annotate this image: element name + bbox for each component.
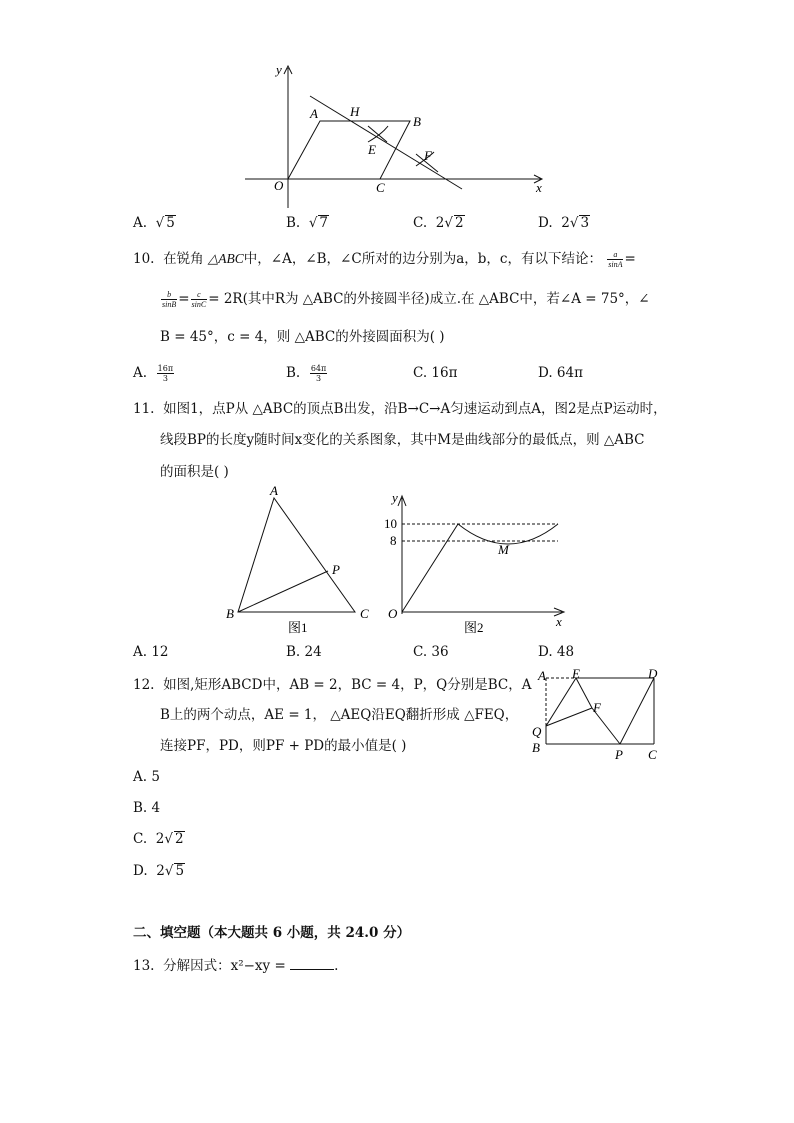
segment-pd bbox=[620, 678, 654, 744]
label-h: H bbox=[350, 104, 360, 119]
sqrt-sign: √ bbox=[155, 215, 165, 231]
sqrt-sign: √ bbox=[569, 215, 579, 231]
q11-option-b[interactable]: B. 24 bbox=[286, 644, 322, 660]
q11-figure2-chart bbox=[380, 488, 570, 636]
q13-line: 13. 分解因式：x²−xy = . bbox=[133, 955, 338, 975]
caption-fig2: 图2 bbox=[464, 620, 484, 635]
q9-option-c[interactable]: C. 2√ 2 bbox=[413, 215, 464, 231]
q10-option-c[interactable]: C. 16π bbox=[413, 365, 458, 381]
sqrt-sign: √ bbox=[308, 215, 318, 231]
label-c: C bbox=[648, 747, 657, 762]
label-b: B bbox=[532, 740, 540, 755]
q9-figure bbox=[240, 60, 560, 210]
segment-qe bbox=[546, 678, 576, 726]
segment-bp bbox=[238, 571, 328, 612]
label-a: A bbox=[310, 106, 318, 121]
question-number: 12. bbox=[133, 677, 155, 693]
q12-option-b[interactable]: B. 4 bbox=[133, 800, 161, 816]
question-number: 10. bbox=[133, 251, 155, 267]
sqrt-sign: √ bbox=[164, 831, 173, 847]
fraction-c-sinc: $\frac{c}{\sin C}$ bbox=[191, 290, 207, 309]
label-y: y bbox=[392, 490, 398, 505]
q12-line1: 12. 如图,矩形ABCD中，AB = 2，BC = 4，P，Q分别是BC，A bbox=[133, 677, 532, 693]
label-y: y bbox=[276, 62, 282, 77]
q10-line1: 10. 在锐角 △ABC中，∠A，∠B，∠C所对的边分别为a，b，c，有以下结论： $\frac{a}{\sin A}$ = bbox=[133, 250, 636, 269]
label-x: x bbox=[556, 614, 562, 629]
question-number: 11. bbox=[133, 401, 155, 417]
q12-option-c[interactable]: C. 2√ 2 bbox=[133, 831, 184, 847]
label-o: O bbox=[274, 178, 284, 193]
caption-fig1: 图1 bbox=[288, 620, 308, 635]
label-q: Q bbox=[532, 724, 542, 739]
question-number: 13. bbox=[133, 958, 155, 974]
q11-figure1 bbox=[222, 484, 372, 636]
q12-line3: 连接PF，PD，则PF + PD的最小值是( ) bbox=[160, 738, 407, 754]
triangle-abc bbox=[238, 498, 355, 612]
fraction-b-sinb: $\frac{b}{\sin B}$ bbox=[162, 290, 177, 309]
q9-option-a[interactable]: A. √ 5 bbox=[133, 215, 175, 231]
label-b: B bbox=[226, 606, 234, 621]
segment-qf bbox=[546, 708, 592, 726]
label-c: C bbox=[360, 606, 369, 621]
q10-option-a[interactable]: A. $\frac{16\pi}{3}$ bbox=[133, 364, 174, 383]
q12-option-d[interactable]: D. 2√ 5 bbox=[133, 863, 185, 879]
q9-option-d[interactable]: D. 2√ 3 bbox=[538, 215, 590, 231]
label-d: D bbox=[648, 666, 658, 681]
label-p: P bbox=[615, 747, 623, 762]
label-e: E bbox=[368, 142, 376, 157]
q11-option-a[interactable]: A. 12 bbox=[133, 644, 169, 660]
label-x: x bbox=[536, 180, 542, 195]
q10-line3: B = 45°，c = 4，则 △ABC的外接圆面积为( ) bbox=[160, 329, 445, 345]
q9-option-b[interactable]: B. √ 7 bbox=[286, 215, 329, 231]
label-o: O bbox=[388, 606, 398, 621]
q11-option-c[interactable]: C. 36 bbox=[413, 644, 449, 660]
q12-line2: B上的两个动点，AE = 1， △AEQ沿EQ翻折形成 △FEQ， bbox=[160, 707, 519, 723]
q10-option-b[interactable]: B. $\frac{64\pi}{3}$ bbox=[286, 364, 327, 383]
label-a: A bbox=[270, 484, 278, 498]
label-e: E bbox=[572, 666, 580, 681]
fraction-a-sina: $\frac{a}{\sin A}$ bbox=[608, 250, 623, 269]
q11-line2: 线段BP的长度y随时间x变化的关系图象，其中M是曲线部分的最低点，则 △ABC bbox=[160, 432, 645, 448]
segment-ef bbox=[576, 678, 592, 708]
q11-line3: 的面积是( ) bbox=[160, 464, 229, 480]
tick-label-10: 10 bbox=[384, 516, 397, 531]
answer-blank[interactable] bbox=[290, 955, 334, 970]
perpendicular-bisector-line bbox=[310, 96, 462, 189]
q10-line2: $\frac{b}{\sin B}$ = $\frac{c}{\sin C}$ = 2R(其中R为 △ABC的外接圆半径)成立.在 △ABC中，若∠A = 75°，∠ bbox=[162, 290, 650, 309]
q11-option-d[interactable]: D. 48 bbox=[538, 644, 575, 660]
parallelogram-oabc bbox=[288, 121, 410, 179]
label-c: C bbox=[376, 180, 385, 195]
tick-label-8: 8 bbox=[390, 533, 397, 548]
label-m: M bbox=[498, 542, 509, 557]
q11-line1: 11. 如图1，点P从 △ABC的顶点B出发，沿B→C→A匀速运动到点A，图2是点P运动时， bbox=[133, 401, 667, 417]
section-title-fill-in: 二、填空题（本大题共 6 小题，共 24.0 分） bbox=[133, 925, 411, 941]
label-b: B bbox=[413, 114, 421, 129]
option-letter: A. bbox=[133, 215, 148, 231]
label-f: F bbox=[593, 700, 601, 715]
label-p: P bbox=[332, 562, 340, 577]
q12-option-a[interactable]: A. 5 bbox=[133, 769, 160, 785]
sqrt-sign: √ bbox=[164, 863, 174, 879]
series-bp-curve bbox=[402, 524, 558, 612]
label-f: F bbox=[424, 148, 432, 163]
sqrt-sign: √ bbox=[444, 215, 453, 231]
label-a: A bbox=[538, 668, 546, 683]
q10-option-d[interactable]: D. 64π bbox=[538, 365, 583, 381]
q12-figure bbox=[528, 666, 668, 766]
